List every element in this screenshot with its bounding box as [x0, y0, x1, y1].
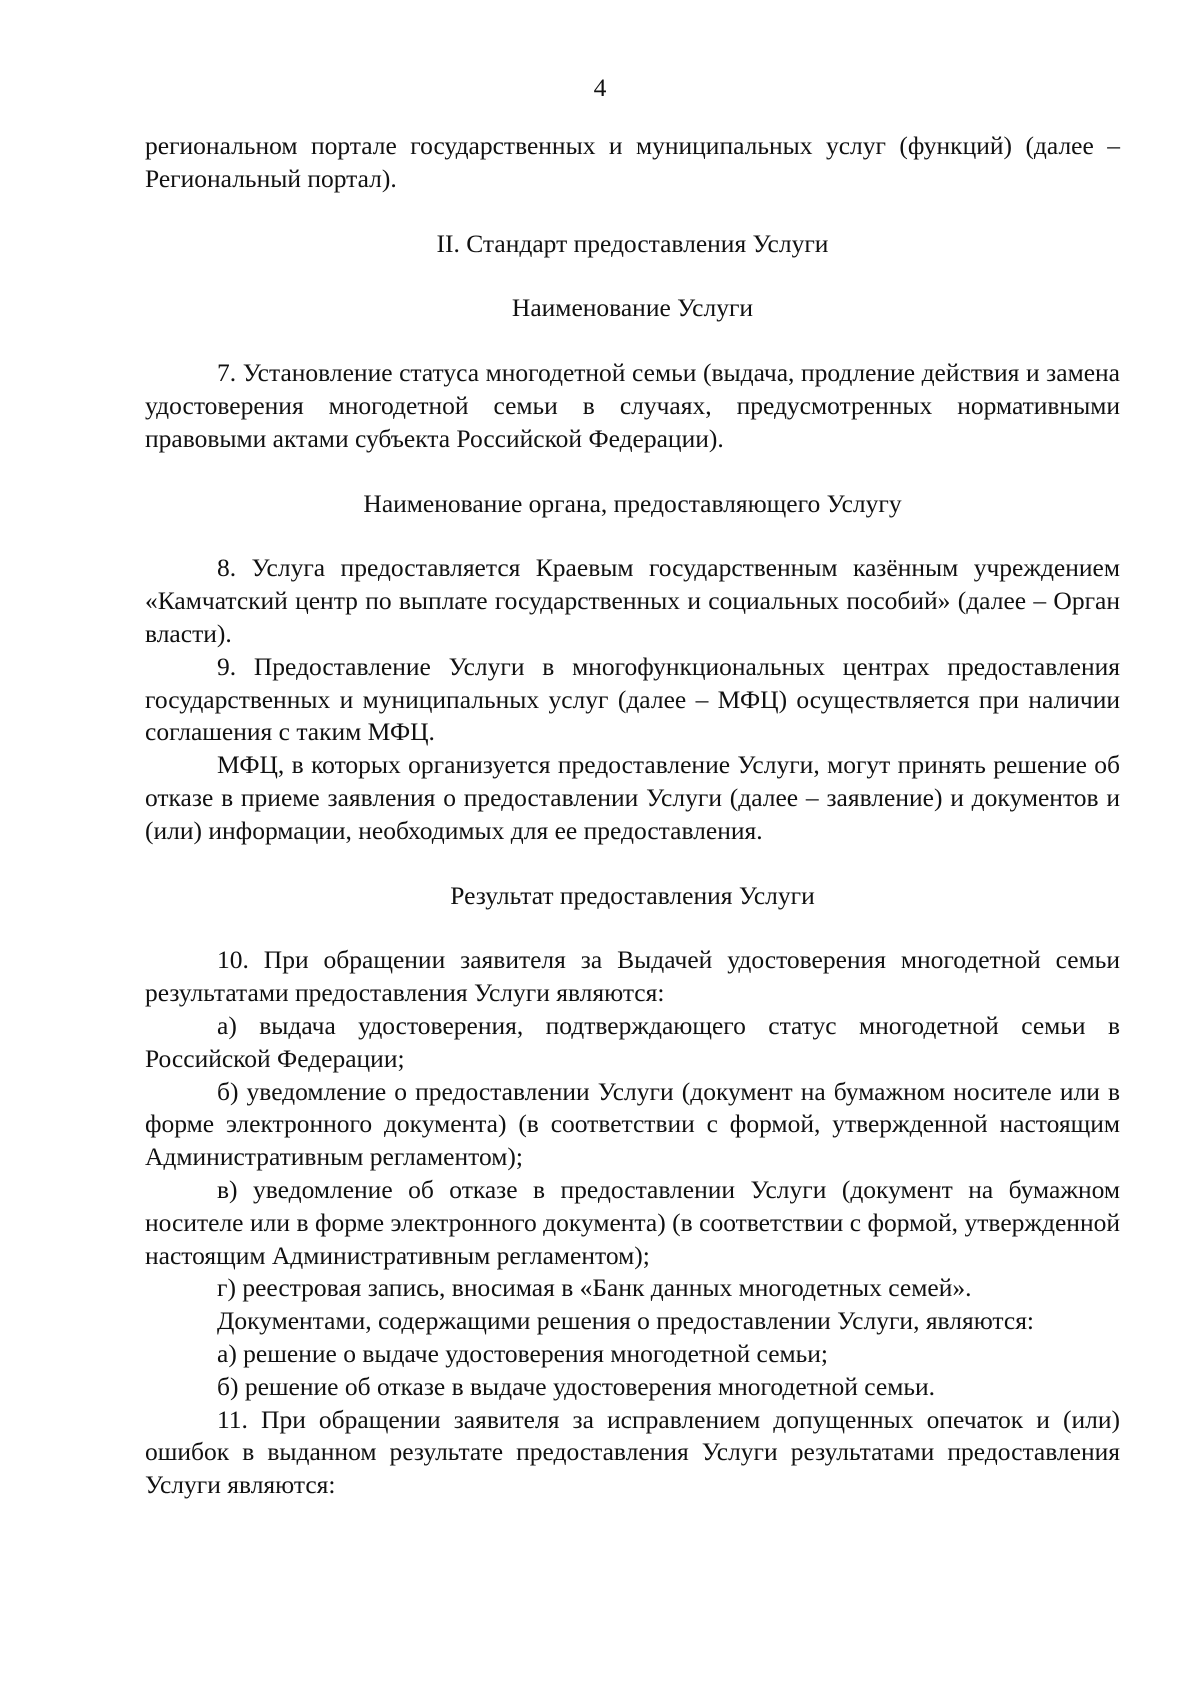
paragraph-10-docs: Документами, содержащими решения о предоставлении Услуги, являются: [217, 1306, 1035, 1336]
paragraph-9-mfc: МФЦ, в которых организуется предоставление Услуги, могут принять решение об отказе в приеме заявления о предоставлении Услуги (далее – заявление) и документов и (или) информации, необходимых для ее предоставления. [145, 750, 1120, 845]
paragraph-8: 8. Услуга предоставляется Краевым государственным казённым учреждением «Камчатский центр по выплате государственных и социальных пособий» (далее – Орган власти). [145, 553, 1120, 648]
page-number: 4 [593, 73, 607, 102]
document-body [145, 130, 1120, 1502]
paragraph-10-a: а) выдача удостоверения, подтверждающего статус многодетной семьи в Российской Федерации; [145, 1010, 1120, 1073]
paragraph-10-b: б) уведомление о предоставлении Услуги (документ на бумажном носителе или в форме электронного документа) (в соответствии с формой, утвержденной настоящим Административным регламентом); [145, 1076, 1120, 1172]
paragraph-10-v: в) уведомление об отказе в предоставлении Услуги (документ на бумажном носителе или в форме электронного документа) (в соответствии с формой, утвержденной настоящим Административным регламентом); [145, 1174, 1120, 1270]
paragraph-10-g: г) реестровая запись, вносимая в «Банк данных многодетных семей». [217, 1273, 972, 1303]
paragraph-10-docs-b: б) решение об отказе в выдаче удостоверения многодетной семьи. [217, 1371, 935, 1401]
subsection-title-authority: Наименование органа, предоставляющего Услугу [363, 488, 902, 518]
section-title: II. Стандарт предоставления Услуги [436, 228, 829, 258]
paragraph-10: 10. При обращении заявителя за Выдачей удостоверения многодетной семьи результатами предоставления Услуги являются: [145, 945, 1120, 1008]
paragraph-10-docs-a: а) решение о выдаче удостоверения многодетной семьи; [217, 1338, 829, 1368]
paragraph-11: 11. При обращении заявителя за исправлением допущенных опечаток и (или) ошибок в выданном результате предоставления Услуги результатами предоставления Услуги являются: [145, 1404, 1120, 1500]
paragraph-9: 9. Предоставление Услуги в многофункциональных центрах предоставления государственных и муниципальных услуг (далее – МФЦ) осуществляется при наличии соглашения с таким МФЦ. [145, 651, 1120, 747]
subsection-title-result: Результат предоставления Услуги [450, 880, 815, 910]
subsection-title-service-name: Наименование Услуги [511, 293, 754, 323]
paragraph-7: 7. Установление статуса многодетной семьи (выдача, продление действия и замена удостоверения многодетной семьи в случаях, предусмотренных нормативными правовыми актами субъекта Российской Федерации). [145, 358, 1120, 453]
intro-paragraph: региональном портале государственных и муниципальных услуг (функций) (далее – Региональный портал). [145, 131, 1120, 193]
